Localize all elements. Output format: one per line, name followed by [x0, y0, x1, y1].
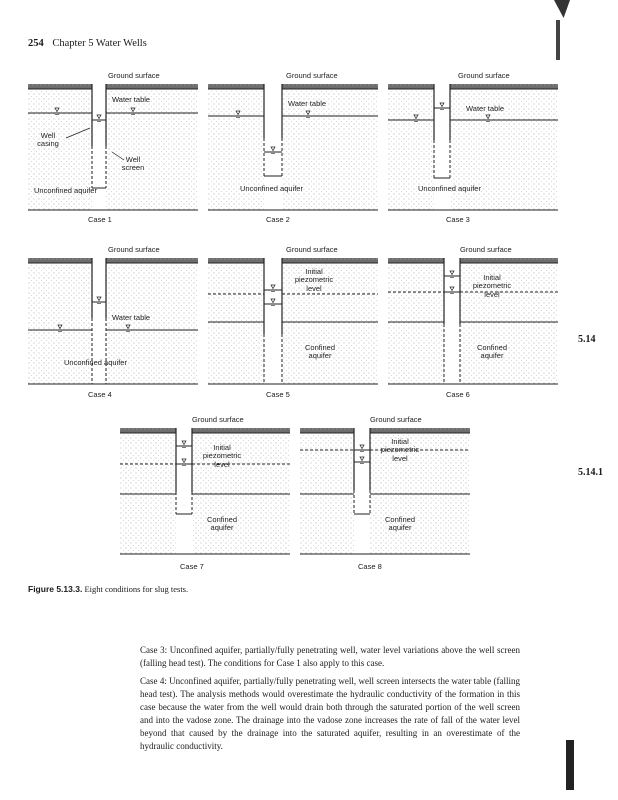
initial-piezometric-label: Initial piezometric level [294, 267, 334, 293]
case-7-diagram [120, 412, 290, 572]
paragraph-case-4: Case 4: Unconfined aquifer, partially/fully penetrating well, well screen intersects the water table (falling head test). The analysis methods would overestimate the hydraulic conductivity of the formation in this case because the water from the well would drain both through the saturated portion of the well screen and into the vadose zone. The drainage into the vadose zone increases the rate of fall of the water level beyond that caused by the drainage into the saturated aquifer, resulting in an overestimate of the hydraulic conductivity. [140, 676, 520, 751]
case-5-label: Case 5 [266, 390, 290, 399]
water-table-label: Water table [112, 313, 151, 322]
unconfined-aquifer-label: Unconfined aquifer [418, 184, 481, 193]
case-8-diagram [300, 412, 470, 572]
body-text [140, 644, 520, 758]
ground-surface-label: Ground surface [286, 71, 338, 80]
initial-piezometric-label: Initial piezometric level [202, 443, 242, 469]
case-7-label: Case 7 [180, 562, 204, 571]
case-2-diagram [208, 68, 378, 228]
chapter-title: Chapter 5 Water Wells [52, 38, 147, 49]
page-number: 254 [28, 38, 44, 49]
page-header [28, 38, 147, 49]
confined-aquifer-label: Confined aquifer [206, 515, 238, 533]
case-5-diagram [208, 242, 378, 402]
section-number-5-14: 5.14 [578, 334, 596, 345]
confined-aquifer-label: Confined aquifer [384, 515, 416, 533]
paragraph-case-3: Case 3: Unconfined aquifer, partially/fully penetrating well, water level variations above the well screen (falling head test). The conditions for Case 1 also apply to this case. [140, 645, 520, 668]
case-1-diagram [28, 68, 198, 228]
figure-caption [28, 584, 188, 594]
page-edge-bottom [566, 740, 574, 790]
case-4-label: Case 4 [88, 390, 112, 399]
initial-piezometric-label: Initial piezometric level [472, 273, 512, 299]
case-1-label: Case 1 [88, 215, 112, 224]
case-3-diagram [388, 68, 558, 228]
initial-piezometric-label: Initial piezometric level [380, 437, 420, 463]
ground-surface-label: Ground surface [370, 415, 422, 424]
section-number-5-14-1: 5.14.1 [578, 467, 603, 478]
ground-surface-label: Ground surface [460, 245, 512, 254]
ground-surface-label: Ground surface [286, 245, 338, 254]
unconfined-aquifer-label: Unconfined aquifer [34, 186, 97, 195]
case-3-label: Case 3 [446, 215, 470, 224]
confined-aquifer-label: Confined aquifer [304, 343, 336, 361]
figure-caption-text: Eight conditions for slug tests. [84, 584, 189, 594]
case-2-label: Case 2 [266, 215, 290, 224]
ground-surface-label: Ground surface [108, 71, 160, 80]
ground-surface-label: Ground surface [192, 415, 244, 424]
water-table-label: Water table [466, 104, 505, 113]
well-casing-label: Well casing [37, 131, 59, 149]
water-table-label: Water table [288, 99, 327, 108]
ground-surface-label: Ground surface [458, 71, 510, 80]
case-6-diagram [388, 242, 558, 402]
page-edge-mark [554, 0, 570, 18]
well-screen-label: Well screen [121, 155, 145, 173]
case-6-label: Case 6 [446, 390, 470, 399]
figure-number: Figure 5.13.3. [28, 584, 83, 594]
unconfined-aquifer-label: Unconfined aquifer [64, 358, 127, 367]
case-8-label: Case 8 [358, 562, 382, 571]
confined-aquifer-label: Confined aquifer [476, 343, 508, 361]
water-table-label: Water table [112, 95, 151, 104]
unconfined-aquifer-label: Unconfined aquifer [240, 184, 303, 193]
ground-surface-label: Ground surface [108, 245, 160, 254]
case-4-diagram [28, 242, 198, 402]
page-edge-bar [556, 20, 560, 60]
